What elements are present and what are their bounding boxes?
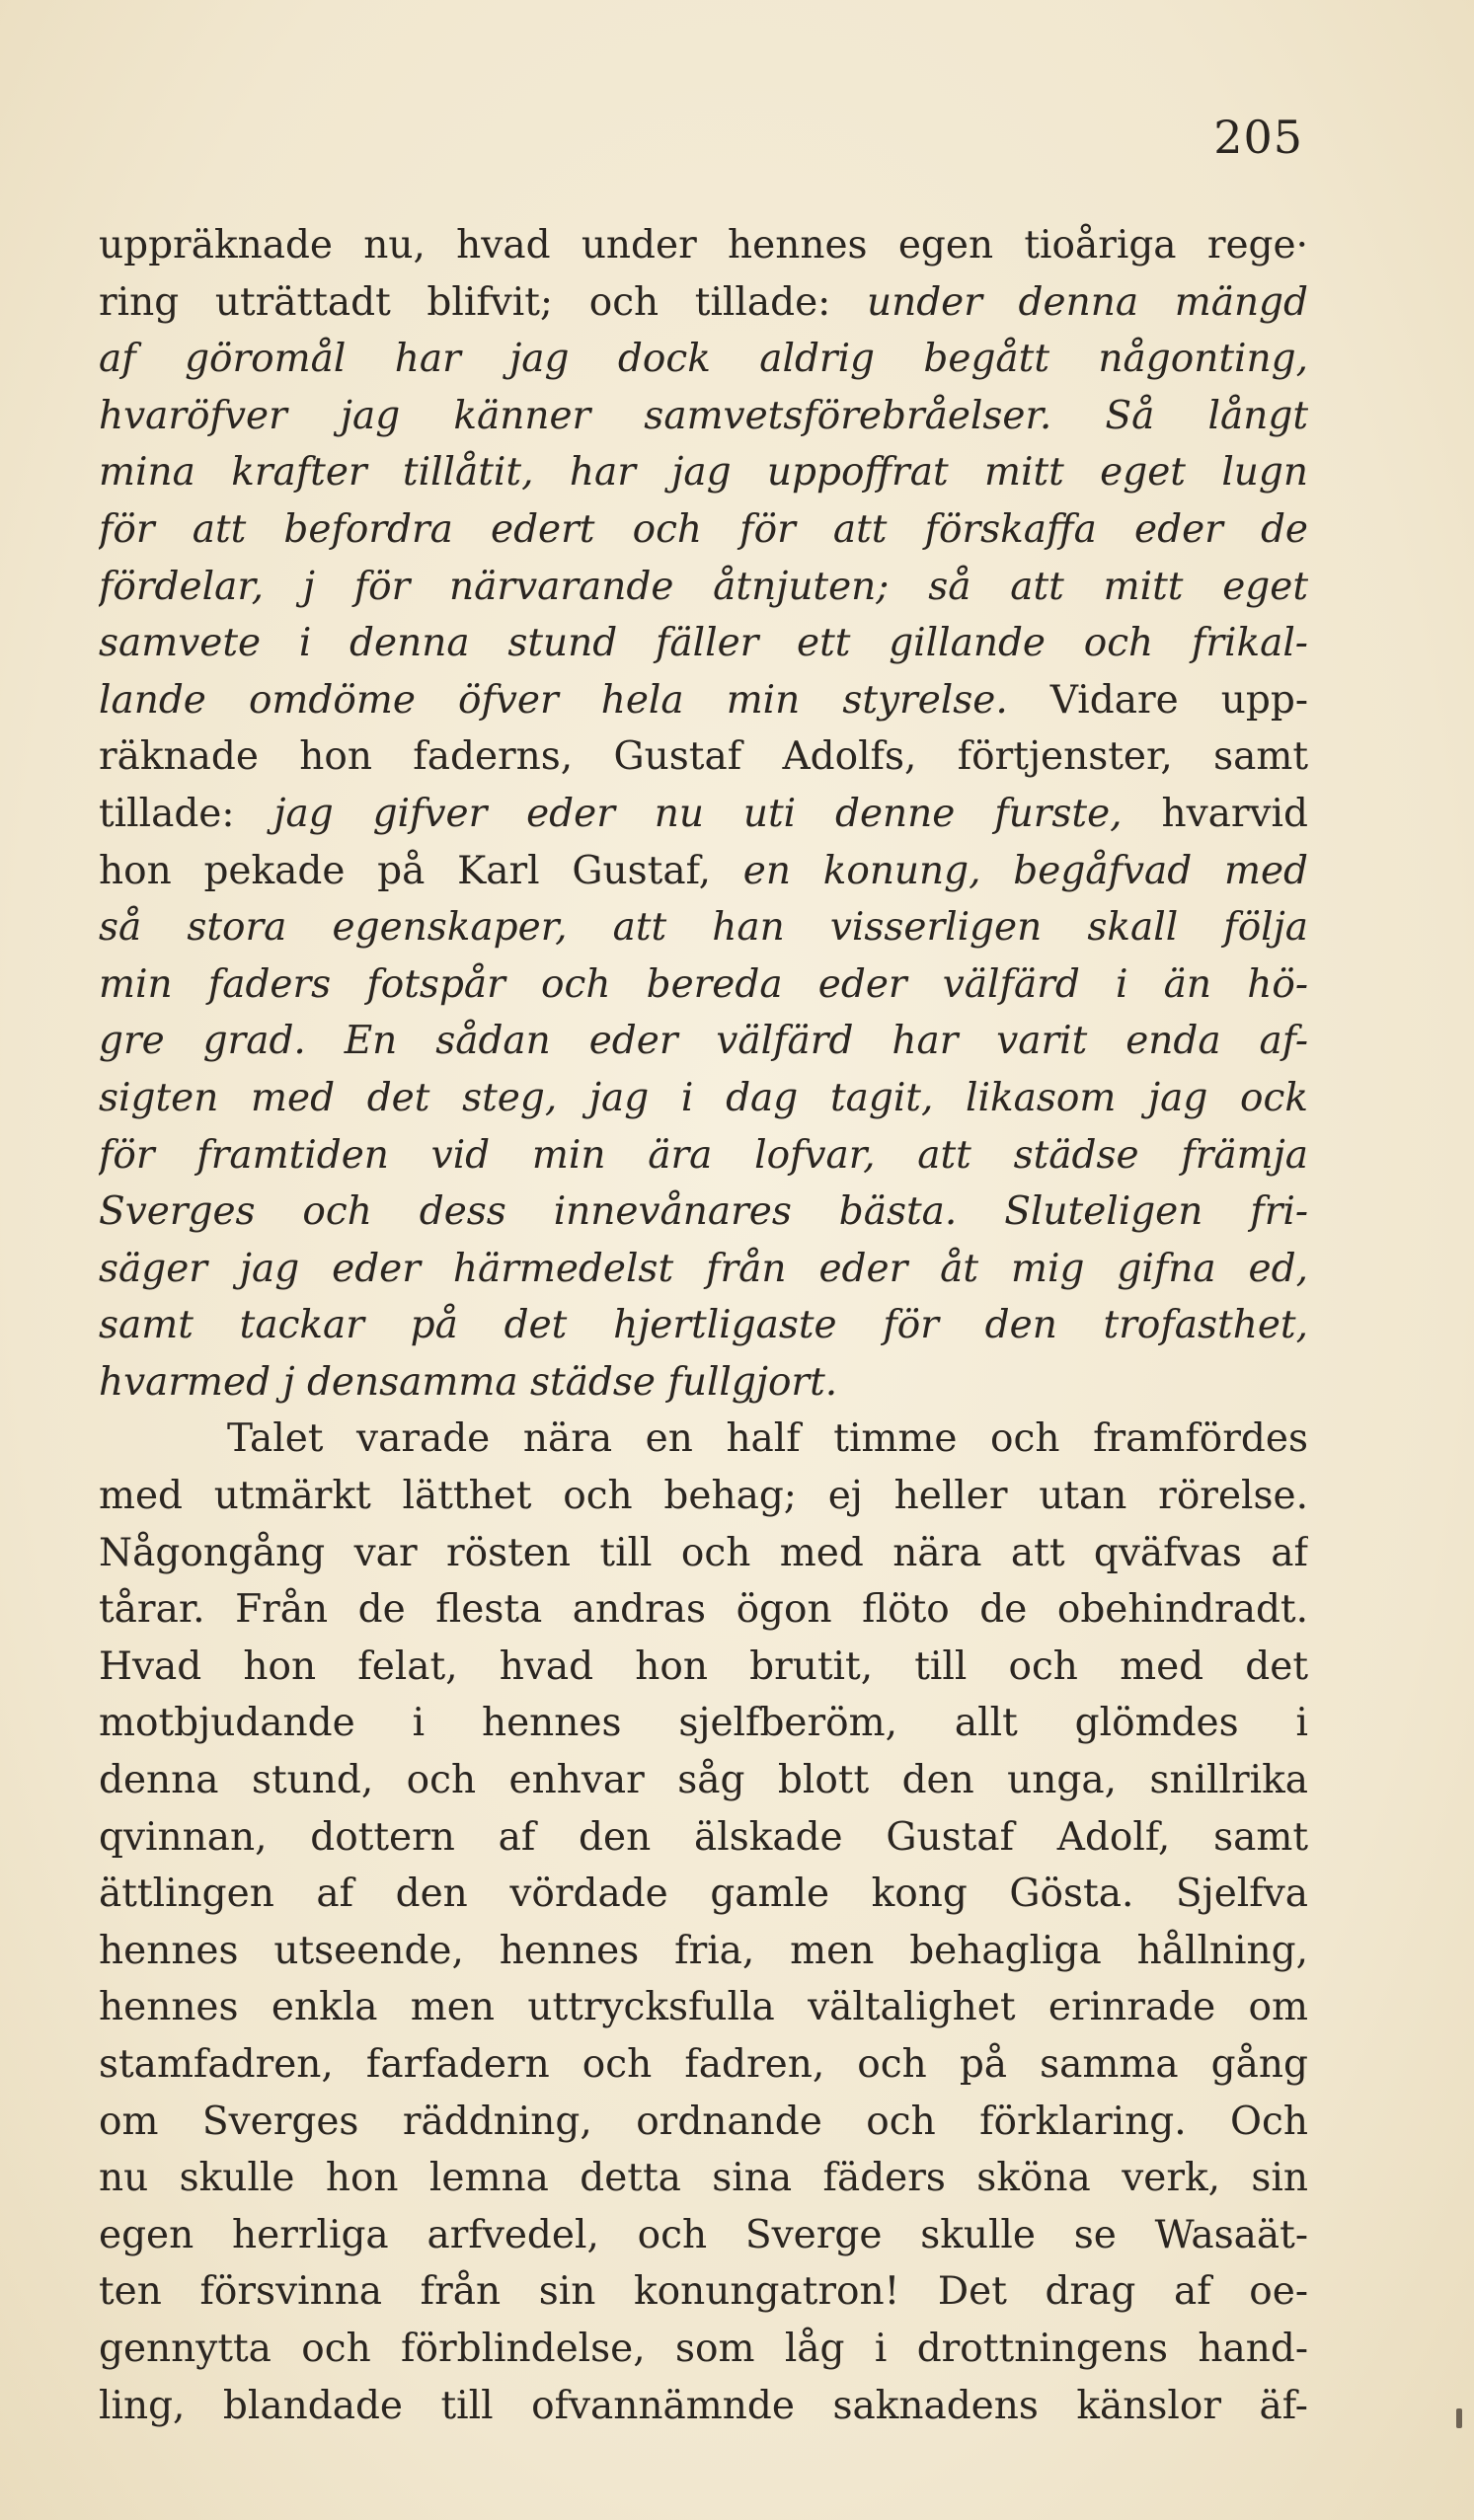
- text-line: [99, 444, 1308, 501]
- text-run: uppräknade nu, hvad under hennes egen tioåriga rege·: [99, 223, 1308, 267]
- text-run: om Sverges räddning, ordnande och förklaring. Och: [99, 2099, 1308, 2144]
- italic-text-run: under denna mängd: [866, 279, 1308, 325]
- text-line: [99, 2150, 1308, 2207]
- italic-text-run: för att befordra edert och för att förskaffa eder de: [99, 506, 1308, 552]
- italic-text-run: en konung, begåfvad med: [742, 848, 1308, 893]
- text-line: [99, 1127, 1308, 1184]
- italic-text-run: så stora egenskaper, att han visserligen skall följa: [99, 905, 1308, 951]
- italic-text-run: säger jag eder härmedelst från eder åt mig gifna ed,: [99, 1246, 1308, 1291]
- text-line: [99, 728, 1308, 786]
- text-line: [99, 672, 1308, 729]
- text-line: [99, 331, 1308, 388]
- italic-text-run: lande omdöme öfver hela min styrelse.: [99, 677, 1008, 723]
- text-run: ling, blandade till ofvannämnde saknadens känslor äf-: [99, 2383, 1308, 2428]
- text-line: [99, 1639, 1308, 1696]
- text-run: tillade:: [99, 791, 274, 836]
- text-line: [99, 1581, 1308, 1639]
- text-line: [99, 1184, 1308, 1241]
- text-line: [99, 1013, 1308, 1070]
- text-line: [99, 501, 1308, 559]
- text-line: [99, 899, 1308, 956]
- italic-text-run: samvete i denna stund fäller ett gillande och frikal-: [99, 621, 1308, 666]
- text-line: [99, 615, 1308, 672]
- text-line: [99, 1923, 1308, 1980]
- italic-text-run: för framtiden vid min ära lofvar, att städse främja: [99, 1132, 1308, 1178]
- text-line: [99, 786, 1308, 843]
- text-run: hennes enkla men uttrycksfulla vältalighet erinrade om: [99, 1985, 1308, 2030]
- text-line: [99, 274, 1308, 332]
- text-run: räknade hon faderns, Gustaf Adolfs, förtjenster, samt: [99, 734, 1308, 780]
- text-line: [99, 2263, 1308, 2321]
- text-run: gennytta och förblindelse, som låg i drottningens hand-: [99, 2326, 1308, 2371]
- text-line: [99, 1297, 1308, 1354]
- text-run: ring uträttadt blifvit; och tillade:: [99, 279, 867, 325]
- text-line: [99, 1070, 1308, 1127]
- text-line: [99, 2321, 1308, 2378]
- text-run: Vidare upp-: [1007, 677, 1308, 723]
- text-run: Talet varade nära en half timme och framfördes: [227, 1416, 1308, 1462]
- text-run: motbjudande i hennes sjelfberöm, allt glömdes i: [99, 1701, 1308, 1746]
- text-run: med utmärkt lätthet och behag; ej heller utan rörelse.: [99, 1474, 1308, 1519]
- text-line: [99, 559, 1308, 616]
- text-run: stamfadren, farfadern och fadren, och på samma gång: [99, 2042, 1308, 2087]
- body-text: [99, 217, 1308, 2434]
- text-line: [99, 2036, 1308, 2094]
- text-run: qvinnan, dottern af den älskade Gustaf Adolf, samt: [99, 1814, 1308, 1860]
- ink-mark: [1456, 2408, 1462, 2428]
- text-line: [99, 1525, 1308, 1582]
- text-line: [99, 388, 1308, 445]
- italic-text-run: jag gifver eder nu uti denne furste,: [273, 791, 1123, 836]
- text-line: [99, 1809, 1308, 1867]
- italic-text-run: af göromål har jag dock aldrig begått någonting,: [99, 337, 1308, 382]
- text-line: [99, 2378, 1308, 2435]
- italic-text-run: sigten med det steg, jag i dag tagit, likasom jag ock: [99, 1075, 1308, 1120]
- text-line: [99, 1979, 1308, 2036]
- text-run: denna stund, och enhvar såg blott den unga, snillrika: [99, 1758, 1308, 1803]
- italic-text-run: gre grad. En sådan eder välfärd har varit enda af-: [99, 1019, 1308, 1064]
- text-run: hennes utseende, hennes fria, men behagliga hållning,: [99, 1928, 1308, 1973]
- page-number: 205: [1213, 111, 1303, 164]
- text-line: [99, 1241, 1308, 1298]
- text-line: [99, 2207, 1308, 2264]
- text-run: egen herrliga arfvedel, och Sverge skulle se Wasaät-: [99, 2212, 1308, 2257]
- text-run: hon pekade på Karl Gustaf,: [99, 848, 743, 893]
- text-line: [99, 1468, 1308, 1525]
- italic-text-run: fördelar, j för närvarande åtnjuten; så att mitt eget: [99, 564, 1308, 609]
- text-line: [99, 843, 1308, 900]
- text-line: [99, 1354, 1308, 1412]
- text-line: [99, 2094, 1308, 2151]
- italic-text-run: samt tackar på det hjertligaste för den trofasthet,: [99, 1303, 1308, 1348]
- text-run: Någongång var rösten till och med nära att qväfvas af: [99, 1530, 1308, 1575]
- text-line: [99, 1695, 1308, 1752]
- italic-text-run: mina krafter tillåtit, har jag uppoffrat mitt eget lugn: [99, 450, 1308, 496]
- text-run: hvarvid: [1122, 791, 1308, 836]
- italic-text-run: hvarmed j densamma städse fullgjort.: [99, 1359, 838, 1405]
- italic-text-run: min faders fotspår och bereda eder välfärd i än hö-: [99, 961, 1308, 1007]
- text-run: tårar. Från de flesta andras ögon flöto de obehindradt.: [99, 1587, 1308, 1633]
- text-run: nu skulle hon lemna detta sina fäders sköna verk, sin: [99, 2156, 1308, 2201]
- text-run: Hvad hon felat, hvad hon brutit, till och med det: [99, 1643, 1308, 1689]
- text-line: [99, 1866, 1308, 1923]
- italic-text-run: Sverges och dess innevånares bästa. Sluteligen fri-: [99, 1189, 1308, 1235]
- text-line: [99, 956, 1308, 1014]
- text-line: [99, 1411, 1308, 1468]
- text-line: [99, 217, 1308, 274]
- italic-text-run: hvaröfver jag känner samvetsförebråelser. Så långt: [99, 393, 1308, 438]
- text-run: ten försvinna från sin konungatron! Det drag af oe-: [99, 2269, 1308, 2315]
- text-line: [99, 1752, 1308, 1809]
- text-run: ättlingen af den vördade gamle kong Gösta. Sjelfva: [99, 1871, 1308, 1917]
